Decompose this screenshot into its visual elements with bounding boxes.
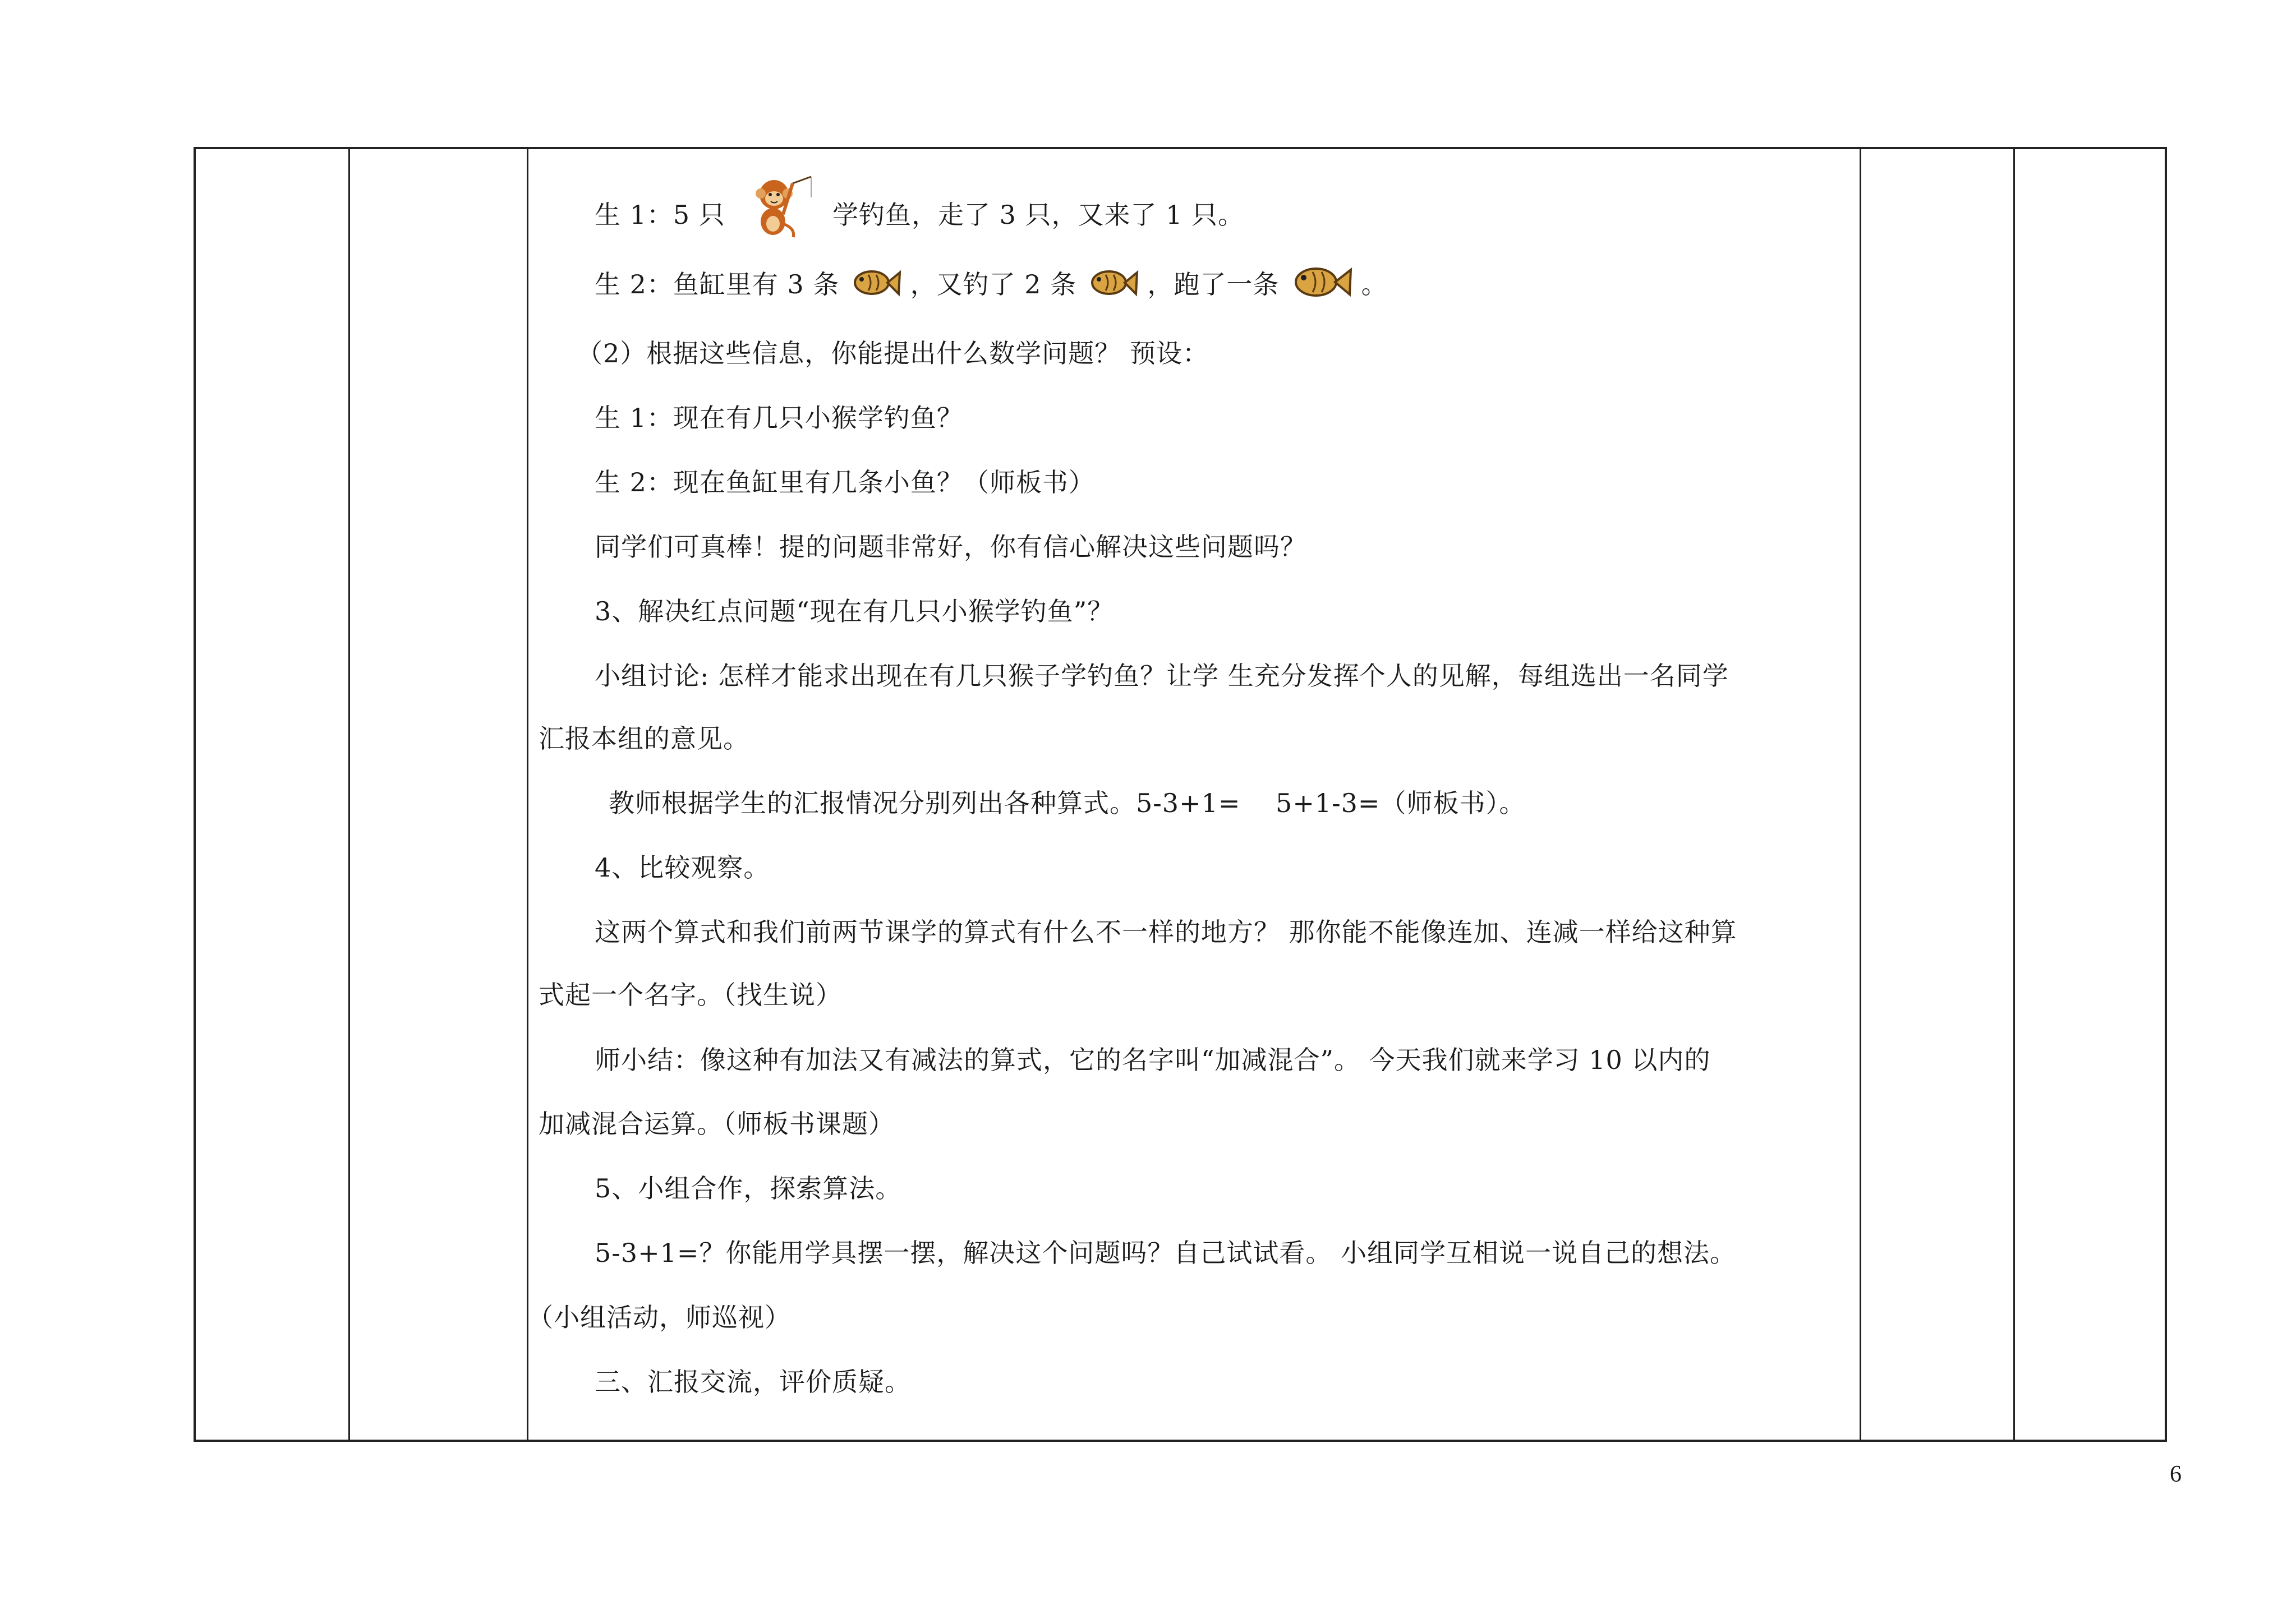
text-line: 5、小组合作，探索算法。	[595, 1173, 902, 1204]
fish-icon	[848, 261, 901, 301]
text-line: 三、汇报交流，评价质疑。	[595, 1367, 911, 1397]
column-divider	[2013, 149, 2015, 1440]
fish-icon	[1288, 257, 1352, 302]
text-segment: 生 1：5 只	[595, 200, 725, 230]
page-number: 6	[2170, 1461, 2182, 1487]
text-line: 这两个算式和我们前两节课学的算式有什么不一样的地方？ 那你能不能像连加、连减一样给这种算	[595, 917, 1737, 947]
text-line	[595, 195, 1244, 239]
text-segment: ，又钓了 2 条	[910, 269, 1077, 299]
text-segment: 。	[1361, 269, 1388, 299]
monkey-fishing-icon	[739, 172, 818, 239]
text-segment: 学钓鱼，走了 3 只，又来了 1 只。	[832, 200, 1245, 230]
text-segment: 生 2：鱼缸里有 3 条	[595, 269, 840, 299]
text-line	[595, 268, 1388, 302]
fish-icon	[1085, 261, 1139, 301]
text-segment: ，跑了一条	[1147, 269, 1280, 299]
column-divider	[527, 149, 528, 1440]
text-line: 教师根据学生的汇报情况分别列出各种算式。5-3+1= 5+1-3=（师板书）。	[609, 788, 1526, 818]
text-line: 5-3+1=？你能用学具摆一摆，解决这个问题吗？自己试试看。 小组同学互相说一说自己的想法。	[595, 1238, 1737, 1268]
text-line: 同学们可真棒！提的问题非常好，你有信心解决这些问题吗？	[595, 532, 1306, 562]
text-line: （2）根据这些信息，你能提出什么数学问题？ 预设：	[577, 338, 1209, 368]
text-line: 4、比较观察。	[595, 852, 770, 883]
text-line: 式起一个名字。（找生说）	[539, 980, 842, 1010]
text-line: 生 2：现在鱼缸里有几条小鱼？（师板书）	[595, 467, 1095, 497]
text-line: 3、解决红点问题“现在有几只小猴学钓鱼”？	[595, 596, 1114, 626]
text-line: 生 1：现在有几只小猴学钓鱼？	[595, 403, 963, 433]
text-line: （小组活动，师巡视）	[527, 1302, 791, 1332]
text-line: 师小结：像这种有加法又有减法的算式，它的名字叫“加减混合”。 今天我们就来学习 10 以内的	[595, 1045, 1711, 1075]
column-divider	[348, 149, 350, 1440]
text-line: 加减混合运算。（师板书课题）	[539, 1109, 895, 1139]
column-divider	[1860, 149, 1861, 1440]
text-line: 汇报本组的意见。	[539, 723, 749, 754]
text-line: 小组讨论: 怎样才能求出现在有几只猴子学钓鱼？让学 生充分发挥个人的见解，每组选出一名同学	[595, 661, 1729, 691]
